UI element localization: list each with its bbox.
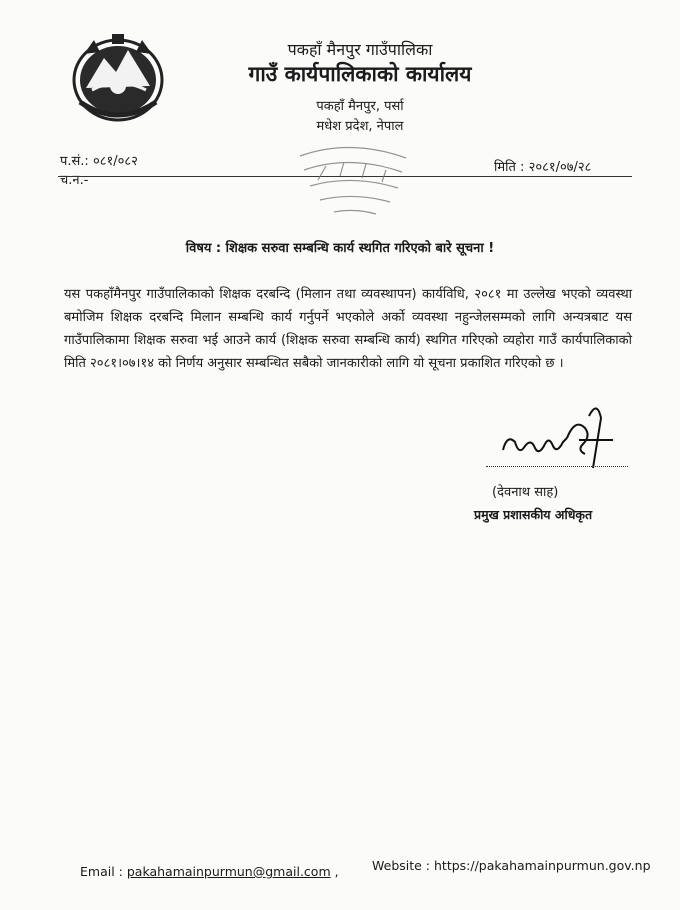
office-seal-stamp-icon (290, 140, 416, 220)
signature-line (486, 466, 628, 467)
website-link[interactable]: https://pakahamainpurmun.gov.np (434, 858, 651, 873)
address-line-1: पकहाँ मैनपुर, पर्सा (316, 99, 404, 114)
notice-subject: विषय : शिक्षक सरुवा सम्बन्धि कार्य स्थगित गरिएको बारे सूचना ! (185, 241, 495, 256)
notice-date: मिति : २०८१/०७/२८ (494, 160, 592, 175)
handwritten-signature-icon (493, 398, 623, 470)
address-line-2: मधेश प्रदेश, नेपाल (316, 119, 404, 134)
notice-body: यस पकहाँमैनपुर गाउँपालिकाको शिक्षक दरबन्दि (मिलान तथा व्यवस्थापन) कार्यविधि, २०८१ मा उल्लेख भएको व्यवस्था बमोजिम शिक्षक दरबन्दि मिलान सम्बन्धि कार्य गर्नुपर्ने भएकोले अर्को व्यवस्था नहुन्जेलसम्मको लागि अन्यत्रबाट यस गाउँपालिकामा शिक्षक सरुवा भई आउने कार्य (शिक्षक सरुवा सम्बन्धि कार्य) स्थगित गरिएको व्यहोरा गाउँ कार्यपालिकाको मिति २०८१।०७।१४ को निर्णय अनुसार सम्बन्धित सबैको जानकारीको लागि यो सूचना प्रकाशित गरिएको छ । (64, 287, 632, 371)
website-label: Website : (372, 858, 434, 873)
reference-number: प.सं.: ०८१/०८२ (60, 154, 138, 169)
signatory-name: (देवनाथ साह) (492, 485, 559, 500)
email-suffix: , (330, 864, 339, 879)
office-title: गाउँ कार्यपालिकाको कार्यालय (248, 62, 472, 86)
footer-website (372, 858, 651, 873)
footer-email (80, 864, 339, 879)
email-link[interactable]: pakahamainpurmun@gmail.com (126, 864, 331, 879)
nepal-government-emblem-icon (66, 28, 170, 124)
dispatch-number: च.न.- (60, 173, 89, 188)
municipality-name: पकहाँ मैनपुर गाउँपालिका (287, 40, 433, 59)
email-label: Email : (80, 864, 127, 879)
signatory-designation: प्रमुख प्रशासकीय अधिकृत (474, 507, 593, 522)
